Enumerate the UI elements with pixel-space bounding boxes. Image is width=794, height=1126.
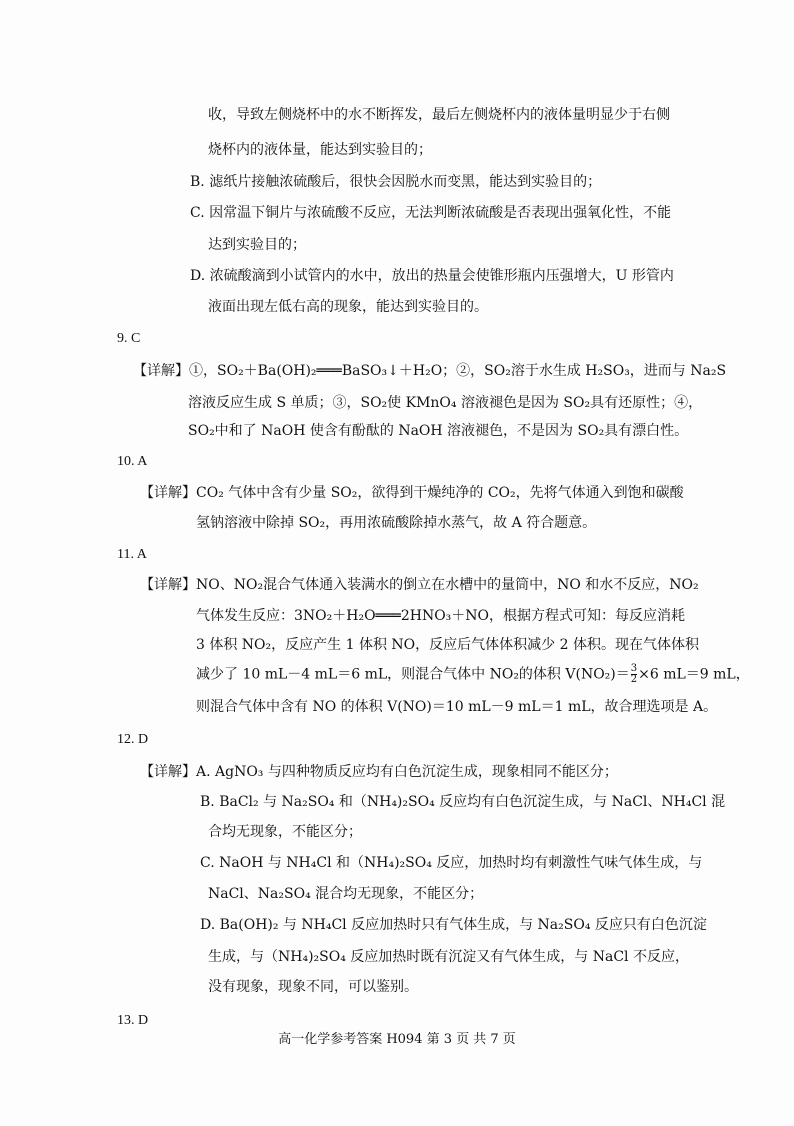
question-number: 11. A [117, 547, 147, 562]
text-line: D. 浓硫酸滴到小试管内的水中，放出的热量会使锥形瓶内压强增大，U 形管内 [190, 268, 674, 284]
text-line: 则混合气体中含有 NO 的体积 V(NO)＝10 mL－9 mL＝1 mL，故合理选项是 A。 [196, 699, 718, 715]
text-line: 生成，与（NH₄)₂SO₄ 反应加热时既有沉淀又有气体生成，与 NaCl 不反应， [208, 949, 689, 965]
text-line: C. NaOH 与 NH₄Cl 和（NH₄)₂SO₄ 反应，加热时均有刺激性气味气体生成，与 [200, 855, 703, 871]
text-line: NaCl、Na₂SO₄ 混合均无现象，不能区分； [208, 886, 484, 902]
page-footer: 高一化学参考答案 H094 第 3 页 共 7 页 [278, 1032, 516, 1047]
text-line: 收，导致左侧烧杯中的水不断挥发，最后左侧烧杯内的液体量明显少于右侧 [208, 107, 670, 123]
fraction-denominator: 2 [630, 674, 638, 685]
text-line: C. 因常温下铜片与浓硫酸不反应，无法判断浓硫酸是否表现出强氧化性，不能 [190, 205, 672, 221]
text-line: 氢钠溶液中除掉 SO₂，再用浓硫酸除掉水蒸气，故 A 符合题意。 [196, 515, 597, 531]
text-line: D. Ba(OH)₂ 与 NH₄Cl 反应加热时只有气体生成，与 Na₂SO₄ 反应只有白色沉淀 [200, 917, 707, 933]
text-line: 烧杯内的液体量，能达到实验目的； [208, 142, 432, 158]
text-line: SO₂中和了 NaOH 使含有酚酞的 NaOH 溶液褪色，不是因为 SO₂具有漂白性。 [188, 423, 689, 439]
text-line: 【详解】A. AgNO₃ 与四种物质反应均有白色沉淀生成，现象相同不能区分； [140, 764, 618, 780]
question-number: 9. C [117, 331, 141, 346]
text-line: 达到实验目的； [208, 237, 306, 253]
text-line: 【详解】NO、NO₂混合气体通入装满水的倒立在水槽中的量筒中，NO 和水不反应，NO₂ [140, 577, 699, 593]
text-line: 没有现象，现象不同，可以鉴别。 [208, 979, 418, 995]
question-number: 10. A [117, 454, 148, 469]
fraction [631, 664, 637, 685]
text-line: 气体发生反应：3NO₂＋H₂O═══2HNO₃＋NO，根据方程式可知：每反应消耗 [196, 608, 686, 624]
text-line: B. 滤纸片接触浓硫酸后，很快会因脱水而变黑，能达到实验目的； [190, 174, 602, 190]
text-segment: 减少了 10 mL－4 mL＝6 mL，则混合气体中 NO₂的体积 V(NO₂)＝ [196, 666, 630, 683]
text-line: 3 体积 NO₂，反应产生 1 体积 NO，反应后气体体积减少 2 体积。现在气体体积 [196, 637, 699, 653]
text-line: 合均无现象，不能区分； [208, 824, 362, 840]
text-segment: ×6 mL＝9 mL， [638, 666, 750, 683]
text-line: 【详解】①，SO₂＋Ba(OH)₂═══BaSO₃↓＋H₂O；②，SO₂溶于水生成 H₂SO₃，进而与 Na₂S [133, 363, 727, 379]
question-number: 12. D [117, 732, 149, 747]
question-number: 13. D [117, 1013, 149, 1028]
fraction-numerator: 3 [630, 663, 638, 674]
text-line: B. BaCl₂ 与 Na₂SO₄ 和（NH₄)₂SO₄ 反应均有白色沉淀生成，与 NaCl、NH₄Cl 混 [200, 794, 726, 810]
text-line: 【详解】CO₂ 气体中含有少量 SO₂，欲得到干燥纯净的 CO₂，先将气体通入到饱和碳酸 [140, 485, 684, 501]
text-line: 液面出现左低右高的现象，能达到实验目的。 [208, 299, 488, 315]
text-line-with-fraction [196, 664, 750, 685]
text-line: 溶液反应生成 S 单质；③，SO₂使 KMnO₄ 溶液褪色是因为 SO₂具有还原性；④， [188, 395, 703, 411]
